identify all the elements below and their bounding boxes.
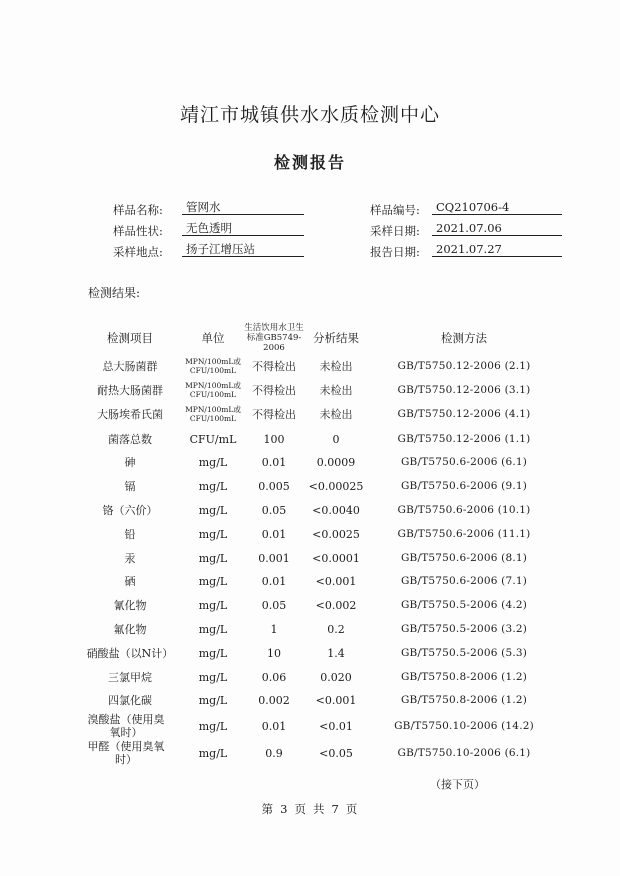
cell-item: 硝酸盐（以N计） [86, 646, 174, 660]
cell-method: GB/T5750.5-2006 (5.3) [400, 646, 528, 659]
table-row [0, 618, 620, 640]
organization-name: 靖江市城镇供水水质检测中心 [179, 104, 440, 126]
cell-method: GB/T5750.6-2006 (9.1) [400, 479, 528, 492]
sampling-date-value: 2021.07.06 [432, 221, 562, 236]
cell-unit: mg/L [198, 670, 228, 684]
cell-item: 溴酸盐（使用臭氧时） [87, 713, 165, 739]
sample-name-label: 样品名称: [113, 203, 163, 217]
cell-unit: mg/L [198, 551, 228, 565]
cell-standard: 0.002 [258, 693, 290, 707]
report-date-label: 报告日期: [370, 245, 420, 259]
cell-unit: CFU/mL [189, 432, 237, 446]
cell-standard: 0.01 [261, 527, 287, 541]
cell-method: GB/T5750.5-2006 (3.2) [400, 622, 528, 635]
table-row [0, 523, 620, 545]
sample-no-label: 样品编号: [370, 203, 420, 217]
sampling-site-label: 采样地点: [113, 245, 163, 259]
cell-standard: 1 [270, 622, 278, 636]
cell-item: 硒 [124, 574, 136, 588]
table-row [0, 642, 620, 664]
table-header [0, 318, 620, 358]
cell-item: 氟化物 [113, 622, 147, 636]
footer-total-word: 页 [345, 802, 359, 816]
cell-unit: mg/L [198, 693, 228, 707]
cell-result: 0.0009 [316, 455, 356, 469]
cell-method: GB/T5750.6-2006 (10.1) [397, 503, 531, 516]
cell-unit: mg/L [198, 598, 228, 612]
cell-standard: 0.01 [261, 574, 287, 588]
cell-method: GB/T5750.12-2006 (3.1) [397, 383, 531, 396]
table-row [0, 403, 620, 425]
cell-item: 耐热大肠菌群 [97, 383, 163, 397]
cell-item: 砷 [124, 455, 136, 469]
cell-result: 0.020 [320, 670, 352, 684]
sampling-site-value: 扬子江增压站 [182, 242, 304, 257]
cell-method: GB/T5750.6-2006 (11.1) [397, 527, 531, 540]
cell-item: 四氯化碳 [108, 693, 152, 707]
header-unit: 单位 [201, 330, 225, 345]
cell-result: <0.0025 [312, 527, 360, 541]
page-footer [0, 801, 620, 817]
sampling-date-label: 采样日期: [370, 224, 420, 238]
cell-standard: 0.06 [261, 670, 287, 684]
sample-name-value: 管网水 [182, 200, 304, 215]
cell-unit: MPN/100mL或CFU/100mL [185, 381, 241, 399]
cell-item: 氰化物 [113, 598, 147, 612]
cell-method: GB/T5750.12-2006 (2.1) [397, 359, 531, 372]
cell-method: GB/T5750.6-2006 (6.1) [400, 455, 528, 468]
cell-method: GB/T5750.8-2006 (1.2) [400, 693, 528, 706]
cell-item: 甲醛（使用臭氧时） [87, 740, 165, 766]
cell-standard: 0.01 [261, 719, 287, 733]
cell-item: 三氯甲烷 [108, 670, 152, 684]
cell-result: <0.05 [319, 746, 353, 760]
cell-method: GB/T5750.8-2006 (1.2) [400, 670, 528, 683]
cell-result: <0.001 [315, 693, 357, 707]
cell-method: GB/T5750.10-2006 (6.1) [397, 746, 531, 759]
table-row [0, 547, 620, 569]
results-label: 检测结果: [88, 286, 141, 300]
cell-unit: mg/L [198, 503, 228, 517]
cell-unit: mg/L [198, 479, 228, 493]
cell-item: 铅 [124, 527, 136, 541]
footer-page-number: 3 [280, 802, 289, 816]
cell-method: GB/T5750.6-2006 (7.1) [400, 574, 528, 587]
table-row [0, 689, 620, 711]
cell-unit: mg/L [198, 646, 228, 660]
table-row [0, 499, 620, 521]
cell-standard: 100 [263, 432, 285, 446]
cell-result: 未检出 [319, 383, 353, 397]
cell-unit: mg/L [198, 527, 228, 541]
header-method: 检测方法 [441, 330, 487, 345]
table-row [0, 739, 620, 767]
cell-unit: MPN/100mL或CFU/100mL [185, 405, 241, 423]
header-result: 分析结果 [313, 330, 359, 345]
cell-result: <0.0040 [312, 503, 360, 517]
cell-method: GB/T5750.6-2006 (8.1) [400, 551, 528, 564]
cell-standard: 0.005 [258, 479, 290, 493]
table-row [0, 594, 620, 616]
header-standard: 生活饮用水卫生标准GB5749-2006 [244, 323, 304, 353]
cell-method: GB/T5750.5-2006 (4.2) [400, 598, 528, 611]
cell-item: 菌落总数 [108, 432, 152, 446]
cell-standard: 0.01 [261, 455, 287, 469]
cell-item: 大肠埃希氏菌 [97, 407, 163, 421]
report-title: 检测报告 [273, 153, 346, 172]
cell-result: 未检出 [319, 359, 353, 373]
cell-result: <0.01 [319, 719, 353, 733]
cell-unit: mg/L [198, 455, 228, 469]
continued-note: （接下页） [430, 778, 485, 791]
cell-unit: mg/L [198, 719, 228, 733]
sample-no-value: CQ210706-4 [432, 200, 562, 215]
cell-item: 铬（六价） [102, 503, 158, 517]
cell-standard: 不得检出 [252, 383, 296, 397]
header-item: 检测项目 [107, 330, 153, 345]
footer-page-word: 页 [294, 802, 307, 816]
cell-unit: mg/L [198, 622, 228, 636]
cell-method: GB/T5750.10-2006 (14.2) [394, 719, 534, 732]
cell-standard: 不得检出 [252, 359, 296, 373]
cell-result: <0.001 [315, 574, 357, 588]
table-row [0, 475, 620, 497]
cell-standard: 0.05 [261, 598, 287, 612]
cell-method: GB/T5750.12-2006 (4.1) [397, 407, 531, 420]
cell-result: 0 [332, 432, 340, 446]
cell-result: 1.4 [327, 646, 345, 660]
table-row [0, 570, 620, 592]
table-row [0, 712, 620, 740]
table-row [0, 428, 620, 450]
cell-standard: 不得检出 [252, 407, 296, 421]
cell-unit: mg/L [198, 746, 228, 760]
cell-result: <0.0001 [312, 551, 360, 565]
cell-result: <0.00025 [308, 479, 364, 493]
cell-result: 0.2 [327, 622, 345, 636]
cell-standard: 0.05 [261, 503, 287, 517]
sample-state-value: 无色透明 [182, 221, 304, 236]
cell-item: 镉 [124, 479, 136, 493]
table-row [0, 379, 620, 401]
cell-result: 未检出 [319, 407, 353, 421]
cell-result: <0.002 [315, 598, 357, 612]
table-row [0, 666, 620, 688]
sample-state-label: 样品性状: [113, 224, 163, 238]
footer-total-pages: 7 [331, 802, 340, 816]
cell-item: 汞 [124, 551, 136, 565]
report-date-value: 2021.07.27 [432, 242, 562, 257]
cell-method: GB/T5750.12-2006 (1.1) [397, 432, 531, 445]
table-row [0, 451, 620, 473]
cell-unit: mg/L [198, 574, 228, 588]
cell-unit: MPN/100mL或CFU/100mL [185, 357, 241, 375]
footer-prefix: 第 [261, 802, 275, 816]
cell-standard: 0.001 [258, 551, 290, 565]
cell-item: 总大肠菌群 [102, 359, 158, 373]
table-row [0, 355, 620, 377]
footer-total-prefix: 共 [313, 802, 326, 816]
cell-standard: 10 [267, 646, 281, 660]
cell-standard: 0.9 [265, 746, 283, 760]
